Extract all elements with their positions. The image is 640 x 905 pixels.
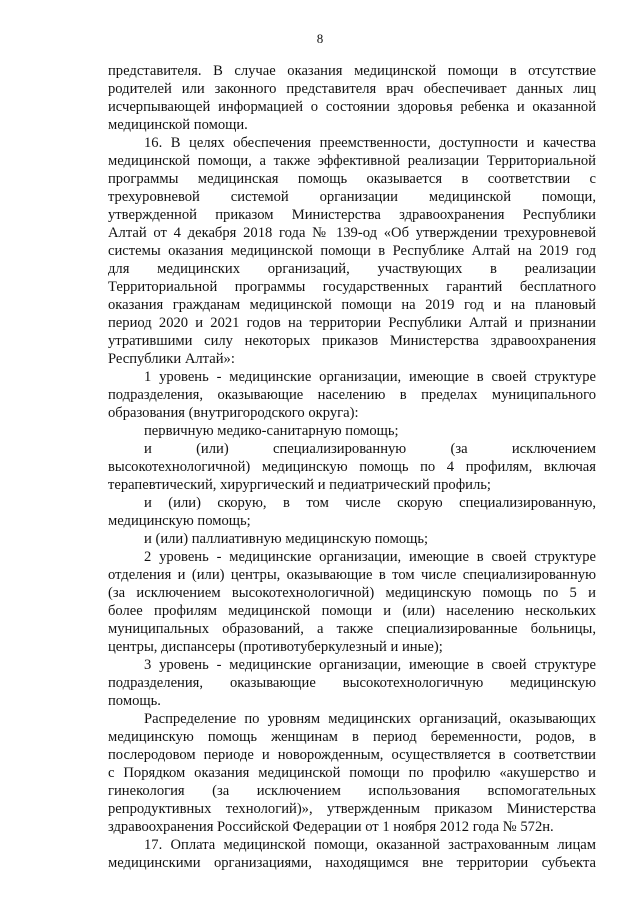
- text-line: Территориальной программы государственных гарантий бесплатного: [108, 279, 596, 295]
- text-line: высокотехнологичной) медицинскую помощь по 4 профилям, включая: [108, 459, 596, 475]
- text-line: утратившими силу некоторых приказов Министерства здравоохранения: [108, 333, 596, 349]
- text-line: Алтай от 4 декабря 2018 года № 139-од «Об утверждении трехуровневой: [108, 225, 596, 241]
- text-line: послеродовом периоде и новорожденным, осуществляется в соответствии: [108, 747, 596, 763]
- text-line: программы медицинская помощь оказывается в соответствии с: [108, 171, 596, 187]
- text-line: системы оказания медицинской помощи в Республике Алтай на 2019 год: [108, 243, 596, 259]
- text-line: медицинскими организациями, находящимся вне территории субъекта: [108, 855, 596, 871]
- text-line: образования (внутригородского округа):: [108, 405, 359, 421]
- text-line: более профилям медицинской помощи и (или) населению нескольких: [108, 603, 596, 619]
- page-number: 8: [316, 31, 324, 46]
- text-line: Распределение по уровням медицинских организаций, оказывающих: [144, 711, 596, 727]
- text-line: медицинскую помощь;: [108, 513, 251, 529]
- text-line: представителя. В случае оказания медицинской помощи в отсутствие: [108, 63, 596, 79]
- text-line: с Порядком оказания медицинской помощи по профилю «акушерство и: [108, 765, 596, 781]
- text-line: подразделения, оказывающие населению в пределах муниципального: [108, 387, 596, 403]
- text-line: 3 уровень - медицинские организации, имеющие в своей структуре: [144, 657, 596, 673]
- text-line: первичную медико-санитарную помощь;: [144, 423, 399, 439]
- text-line: 16. В целях обеспечения преемственности, доступности и качества: [144, 135, 596, 151]
- text-line: репродуктивных технологий)», утвержденным приказом Министерства: [108, 801, 596, 817]
- document-body: [108, 62, 596, 872]
- text-line: подразделения, оказывающие высокотехнологичную медицинскую: [108, 675, 596, 691]
- text-line: 2 уровень - медицинские организации, имеющие в своей структуре: [144, 549, 596, 565]
- text-line: (за исключением высокотехнологичной) медицинскую помощь по 5 и: [108, 585, 596, 601]
- text-line: и (или) паллиативную медицинскую помощь;: [144, 531, 429, 547]
- text-line: медицинской помощи.: [108, 117, 248, 133]
- text-line: и (или) специализированную (за исключением: [144, 441, 596, 457]
- text-line: Республики Алтай»:: [108, 351, 235, 367]
- text-line: утвержденной приказом Министерства здравоохранения Республики: [108, 207, 596, 223]
- text-line: медицинской помощи, а также эффективной реализации Территориальной: [108, 153, 596, 169]
- text-line: муниципальных образований, а также специализированные больницы,: [108, 621, 596, 637]
- text-line: 1 уровень - медицинские организации, имеющие в своей структуре: [144, 369, 596, 385]
- text-line: терапевтический, хирургический и педиатрический профиль;: [108, 477, 491, 493]
- text-line: здравоохранения Российской Федерации от 1 ноября 2012 года № 572н.: [108, 819, 554, 835]
- text-line: отделения и (или) центры, оказывающие в том числе специализированную: [108, 567, 596, 583]
- text-line: родителей или законного представителя врач обеспечивает данных лиц: [108, 81, 596, 97]
- text-line: центры, диспансеры (противотуберкулезный и иные);: [108, 639, 443, 655]
- text-line: медицинскую помощь женщинам в период беременности, родов, в: [108, 729, 596, 745]
- text-line: 17. Оплата медицинской помощи, оказанной застрахованным лицам: [144, 837, 596, 853]
- text-line: оказания гражданам медицинской помощи на 2019 год и на плановый: [108, 297, 596, 313]
- text-line: исчерпывающей информацией о состоянии здоровья ребенка и оказанной: [108, 99, 596, 115]
- text-line: для медицинских организаций, участвующих в реализации: [108, 261, 596, 277]
- text-line: помощь.: [108, 693, 161, 709]
- text-line: и (или) скорую, в том числе скорую специализированную,: [144, 495, 596, 511]
- text-line: гинекология (за исключением использования вспомогательных: [108, 783, 596, 799]
- text-line: трехуровневой системой организации медицинской помощи,: [108, 189, 596, 205]
- text-line: период 2020 и 2021 годов на территории Республики Алтай и признании: [108, 315, 596, 331]
